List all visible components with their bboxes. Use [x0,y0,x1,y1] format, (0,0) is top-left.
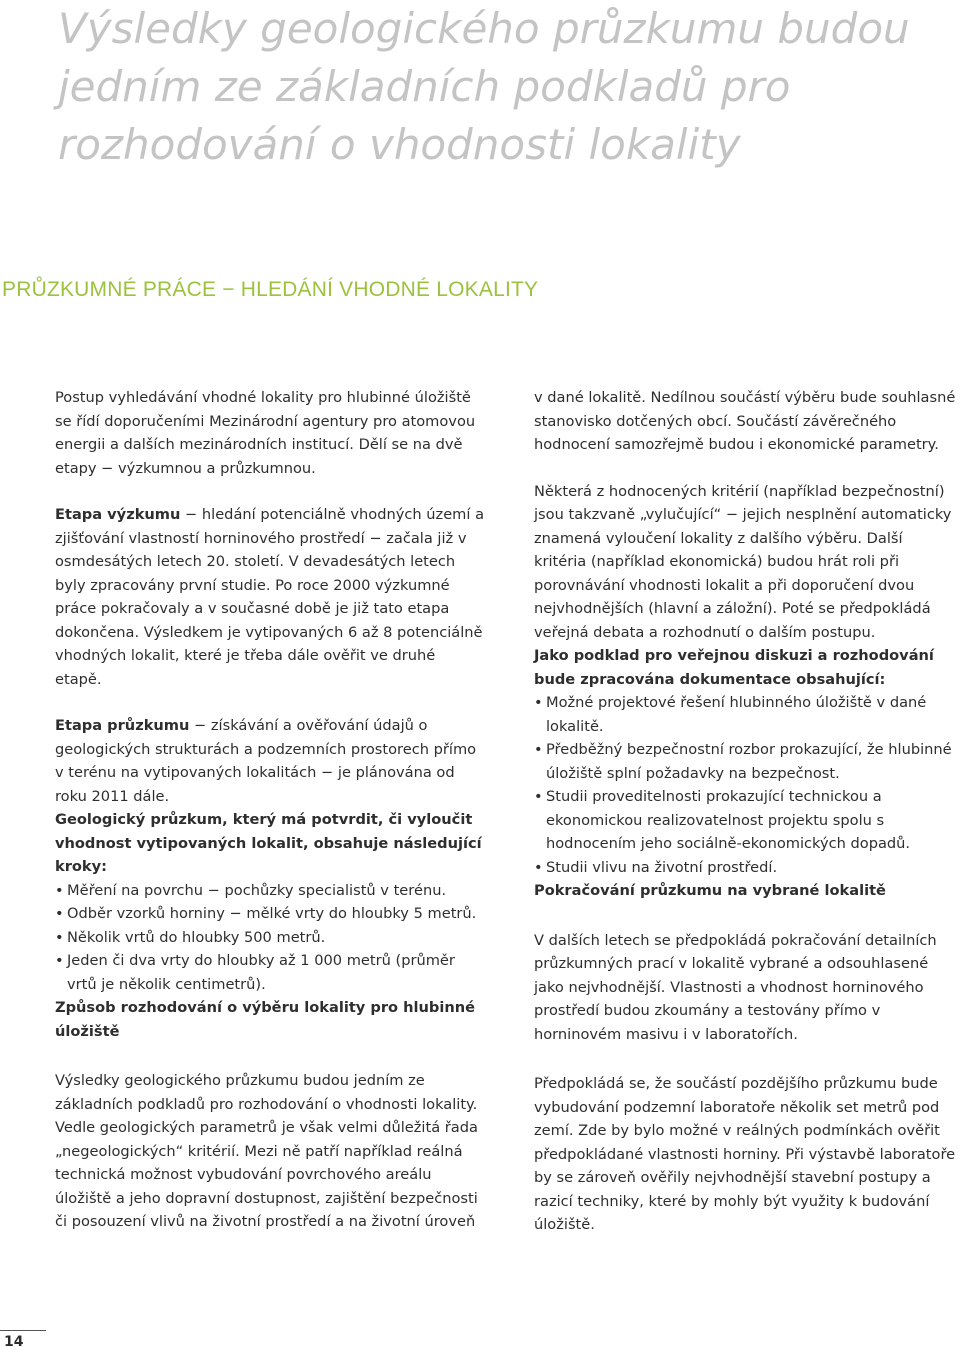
list-item: • Odběr vzorků horniny − mělké vrty do hloubky 5 metrů. [55,902,485,926]
intro-paragraph: Postup vyhledávání vhodné lokality pro hlubinné úložiště se řídí doporučeními Mezinárodní agentury pro atomovou energii a dalších mezinárodních institucí. Dělí se na dvě etapy − výzkumnou a průzkumnou. [55,389,476,477]
survey-stage-paragraph [55,714,485,808]
criteria-paragraph: Některá z hodnocených kritérií (například bezpečnostní) jsou takzvaně „vylučující“ − jejich nesplnění automaticky znamená vyloučení lokality z dalšího výběru. Další kritéria (například ekonomická) budou hrát roli při porovnávání vhodnosti lokalit a při doporučení dvou nejvhodnějších (hlavní a záložní). Poté se předpokládá veřejná debata a rozhodnutí o dalším postupu. [534,482,952,641]
page-number: 14 [4,1334,24,1350]
continuation-paragraph: v dané lokalitě. Nedílnou součástí výběru bude souhlasné stanovisko dotčených obcí. Součástí závěrečného hodnocení samozřejmě budou i ekonomické parametry. [534,389,956,453]
documentation-heading: Jako podklad pro veřejnou diskuzi a rozhodování bude zpracována dokumentace obsahující: [534,647,934,688]
continuation-heading: Pokračování průzkumu na vybrané lokalitě [534,882,886,899]
list-item: • Měření na povrchu − pochůzky specialistů v terénu. [55,879,485,903]
section-heading: PRŮZKUMNÉ PRÁCE − HLEDÁNÍ VHODNÉ LOKALITY [2,278,539,301]
decision-heading: Způsob rozhodování o výběru lokality pro hlubinné úložiště [55,999,476,1040]
geo-survey-heading: Geologický průzkum, který má potvrdit, či vyloučit vhodnost vytipovaných lokalit, obsahuje následující kroky: [55,811,482,875]
page-title: Výsledky geologického průzkumu budou jedním ze základních podkladů pro rozhodování o vhodnosti lokality [58,4,910,169]
list-item: • Několik vrtů do hloubky 500 metrů. [55,926,485,950]
laboratory-paragraph: Předpokládá se, že součástí pozdějšího průzkumu bude vybudování podzemní laboratoře několik set metrů pod zemí. Zde by bylo možné v reálných podmínkách ověřit předpokládané vlastnosti horniny. Při výstavbě laboratoře by se zároveň ověřily nejvhodnější stavební postupy a razicí techniky, které by mohly být využity k budování úložiště. [534,1075,956,1233]
research-stage-text: − hledání potenciálně vhodných území a zjišťování vlastností horninového prostředí − začala již v osmdesátých letech 20. století. V devadesátých letech byly zpracovány první studie. Po roce 2000 výzkumné práce pokračovaly a v současné době je již tato etapa dokončena. Výsledkem je vytipovaných 6 až 8 potenciálně vhodných lokalit, které je třeba dále ověřit ve druhé etapě. [55,506,485,688]
left-column [55,386,485,1234]
survey-stage-text: − získávání a ověřování údajů o geologických strukturách a podzemních prostorech přímo v terénu na vytipovaných lokalitách − je plánována od roku 2011 dále. [55,717,477,805]
list-item: • Možné projektové řešení hlubinného úložiště v dané lokalitě. [534,691,958,738]
research-stage-label: Etapa výzkumu [55,506,181,523]
documentation-list [534,691,958,879]
decision-paragraph: Výsledky geologického průzkumu budou jedním ze základních podkladů pro rozhodování o vhodnosti lokality. Vedle geologických parametrů je však velmi důležitá řada „negeologických“ kritérií. Mezi ně patří například reálná technická možnost vybudování povrchového areálu úložiště a jeho dopravní dostupnost, zajištění bezpečnosti či posouzení vlivů na životní prostředí a na životní úroveň [55,1072,478,1230]
continuation-text-paragraph: V dalších letech se předpokládá pokračování detailních průzkumných prací v lokalitě vybrané a odsouhlasené jako nejvhodnější. Vlastnosti a vhodnost horninového prostředí budou zkoumány a testovány přímo v horninovém masivu i v laboratořích. [534,931,937,1043]
survey-stage-label: Etapa průzkumu [55,717,190,734]
list-item: • Jeden či dva vrty do hloubky až 1 000 metrů (průměr vrtů je několik centimetrů). [55,949,485,996]
list-item: • Studii vlivu na životní prostředí. [534,856,958,880]
geo-survey-list [55,879,485,997]
list-item: • Předběžný bezpečnostní rozbor prokazující, že hlubinné úložiště splní požadavky na bezpečnost. [534,738,958,785]
research-stage-paragraph [55,503,485,691]
right-column [534,386,958,1237]
list-item: • Studii proveditelnosti prokazující technickou a ekonomickou realizovatelnost projektu spolu s hodnocením jeho sociálně-ekonomických dopadů. [534,785,958,856]
page-number-rule [0,1330,46,1331]
